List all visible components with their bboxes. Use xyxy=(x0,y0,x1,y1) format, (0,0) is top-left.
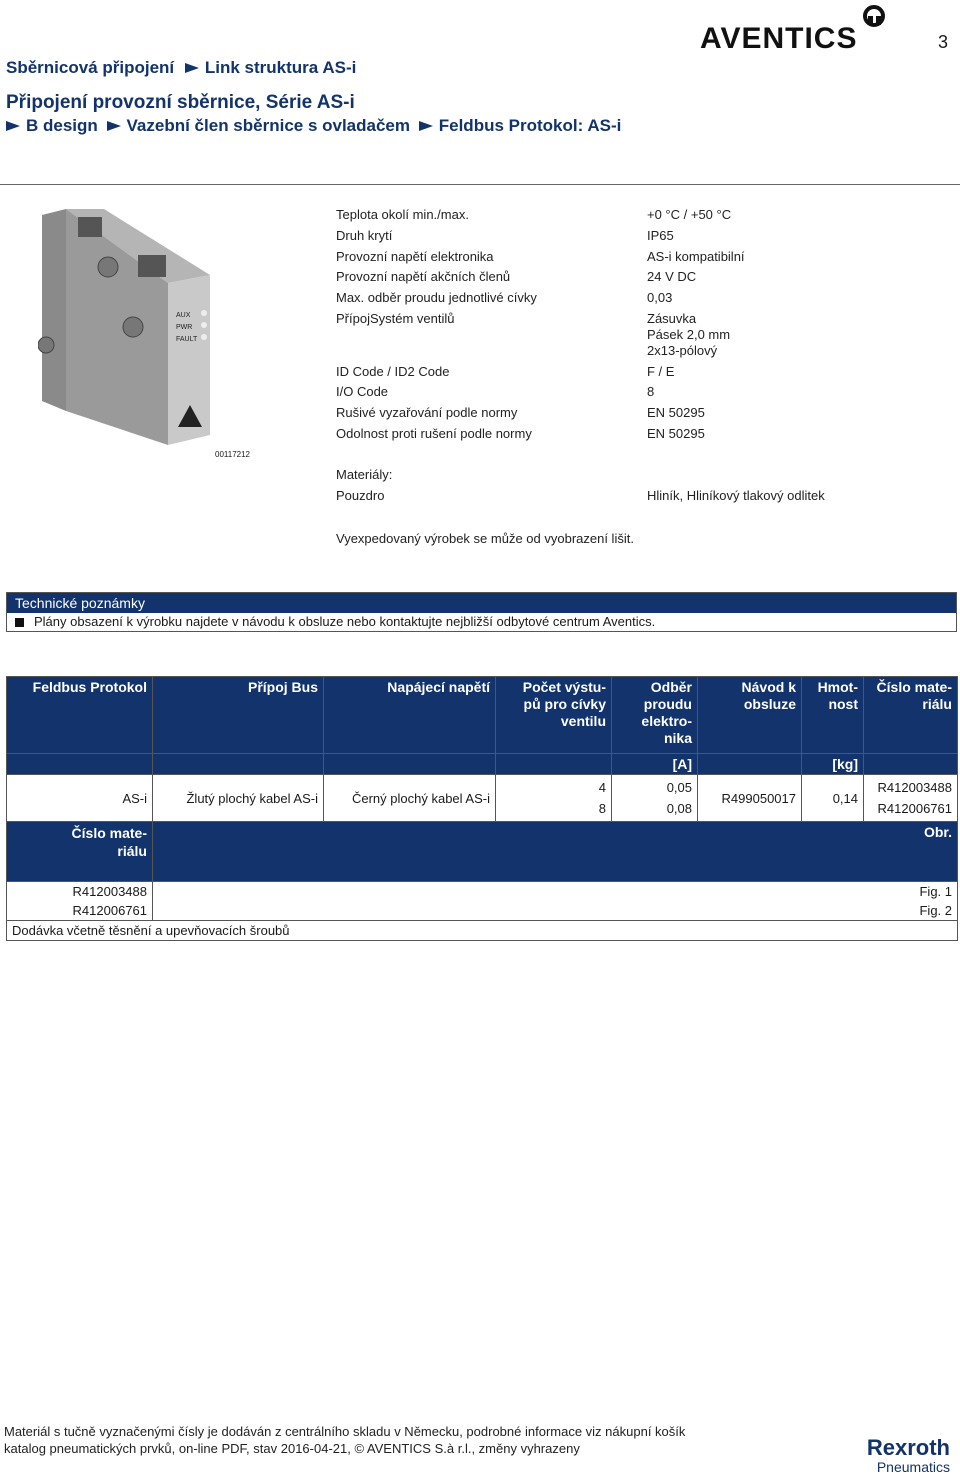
subtitle-part: Vazební člen sběrnice s ovladačem xyxy=(126,116,411,135)
spec-label: PřípojSystém ventilů xyxy=(336,311,455,326)
spec-label: Rušivé vyzařování podle normy xyxy=(336,405,518,420)
cell-sub-material: R412003488 xyxy=(7,882,153,902)
spec-value: +0 °C / +50 °C xyxy=(647,207,732,222)
tech-notes-text: Plány obsazení k výrobku najdete v návodu k obsluze nebo kontaktujte nejbližší odbytové centrum Aventics. xyxy=(34,614,656,629)
spec-value: Pásek 2,0 mm xyxy=(647,327,731,342)
cell-supply: Černý plochý kabel AS-i xyxy=(324,775,496,822)
spec-label: Max. odběr proudu jednotlivé cívky xyxy=(336,290,537,305)
spec-value: 0,03 xyxy=(647,290,673,305)
spec-value: Zásuvka xyxy=(647,311,697,326)
spec-value: EN 50295 xyxy=(647,405,705,420)
cell-weight: 0,14 xyxy=(802,775,864,822)
cell-sub-material: R412006761 xyxy=(7,901,153,921)
col-header-bus: Přípoj Bus xyxy=(153,677,324,754)
spec-label: Druh krytí xyxy=(336,228,393,243)
col-header-supply: Napájecí napětí xyxy=(324,677,496,754)
table-delivery-row xyxy=(7,921,958,941)
cell-sub-fig: Fig. 1 xyxy=(153,882,958,902)
aventics-logo xyxy=(700,4,890,52)
rexroth-brand: Rexroth xyxy=(866,1435,950,1460)
materials-value: Hliník, Hliníkový tlakový odlitek xyxy=(647,488,825,503)
footer-line-1: Materiál s tučně vyznačenými čísly je dodáván z centrálního skladu v Německu, podrobné informace viz nákupní košík xyxy=(4,1424,686,1439)
footer-line-2: katalog pneumatických prvků, on-line PDF, stav 2016-04-21, © AVENTICS S.à r.l., změny vyhrazeny xyxy=(4,1441,580,1456)
product-image xyxy=(38,205,218,445)
spec-label: Provozní napětí akčních členů xyxy=(336,269,511,284)
breadcrumb-item: Sběrnicová připojení xyxy=(6,58,175,77)
spec-label: ID Code / ID2 Code xyxy=(336,364,450,379)
cell-protocol: AS-i xyxy=(7,775,153,822)
spec-value: 24 V DC xyxy=(647,269,697,284)
table-row xyxy=(7,775,958,822)
device-label-fault: FAULT xyxy=(176,336,198,343)
spec-label: Provozní napětí elektronika xyxy=(336,249,494,264)
aventics-logo-mark xyxy=(700,4,890,52)
logo-text: AVENTICS xyxy=(700,22,858,52)
bullet-square-icon xyxy=(15,618,24,627)
subtitle-part: B design xyxy=(26,116,98,135)
col-header-protocol: Feldbus Protokol xyxy=(7,677,153,754)
subtitle-part: Feldbus Protokol: AS-i xyxy=(438,116,622,135)
page-subtitle xyxy=(6,116,621,136)
arrow-right-icon xyxy=(419,121,433,131)
table-header-row xyxy=(7,677,958,754)
subheader-fig: Obr. xyxy=(153,822,958,882)
col-header-outputs: Počet výstu- pů pro cívky ventilu xyxy=(496,677,612,754)
arrow-right-icon xyxy=(185,63,199,73)
spec-label: Teplota okolí min./max. xyxy=(336,207,469,222)
rexroth-logo xyxy=(858,1436,950,1474)
page-title: Připojení provozní sběrnice, Série AS-i xyxy=(6,92,355,113)
spec-value: 2x13-pólový xyxy=(647,343,718,358)
spec-label: I/O Code xyxy=(336,384,389,399)
breadcrumb xyxy=(6,58,356,78)
materials-label: Pouzdro xyxy=(336,488,385,503)
cell-materials: R412003488 R412006761 xyxy=(864,775,958,822)
subheader-material: Číslo mate- riálu xyxy=(7,822,153,882)
col-header-material: Číslo mate- riálu xyxy=(864,677,958,754)
unit-current: [A] xyxy=(612,754,698,775)
device-label-aux: AUX xyxy=(176,312,191,319)
image-caption: 00117212 xyxy=(215,450,250,459)
spec-value: IP65 xyxy=(647,228,674,243)
device-label-pwr: PWR xyxy=(176,324,193,331)
page-number: 3 xyxy=(938,32,949,52)
table-row xyxy=(7,901,958,921)
cell-sub-fig: Fig. 2 xyxy=(153,901,958,921)
tech-notes-box xyxy=(6,592,957,632)
cell-manual: R499050017 xyxy=(698,775,802,822)
arrow-right-icon xyxy=(107,121,121,131)
unit-weight: [kg] xyxy=(802,754,864,775)
arrow-right-icon xyxy=(6,121,20,131)
col-header-manual: Návod k obsluze xyxy=(698,677,802,754)
spec-value: AS-i kompatibilní xyxy=(647,249,745,264)
header xyxy=(0,0,960,185)
spec-value: EN 50295 xyxy=(647,426,705,441)
spec-value: F / E xyxy=(647,364,675,379)
col-header-current: Odběr proudu elektro- nika xyxy=(612,677,698,754)
spec-label: Odolnost proti rušení podle normy xyxy=(336,426,532,441)
table-row xyxy=(7,882,958,902)
materials-heading: Materiály: xyxy=(336,467,393,482)
delivery-note: Dodávka včetně těsnění a upevňovacích šroubů xyxy=(7,921,958,941)
tech-notes-item xyxy=(7,613,956,631)
tech-notes-title: Technické poznámky xyxy=(7,593,956,613)
breadcrumb-item: Link struktura AS-i xyxy=(204,58,357,77)
table-units-row xyxy=(7,754,958,775)
col-header-weight: Hmot- nost xyxy=(802,677,864,754)
product-table xyxy=(6,676,958,941)
spec-value: 8 xyxy=(647,384,655,399)
table-subheader-row xyxy=(7,822,958,882)
rexroth-sub: Pneumatics xyxy=(876,1459,950,1475)
cell-bus: Žlutý plochý kabel AS-i xyxy=(153,775,324,822)
header-rule xyxy=(0,184,960,185)
cell-outputs: 4 8 xyxy=(496,775,612,822)
cell-currents: 0,05 0,08 xyxy=(612,775,698,822)
delivered-note: Vyexpedovaný výrobek se může od vyobrazení lišit. xyxy=(336,531,634,546)
